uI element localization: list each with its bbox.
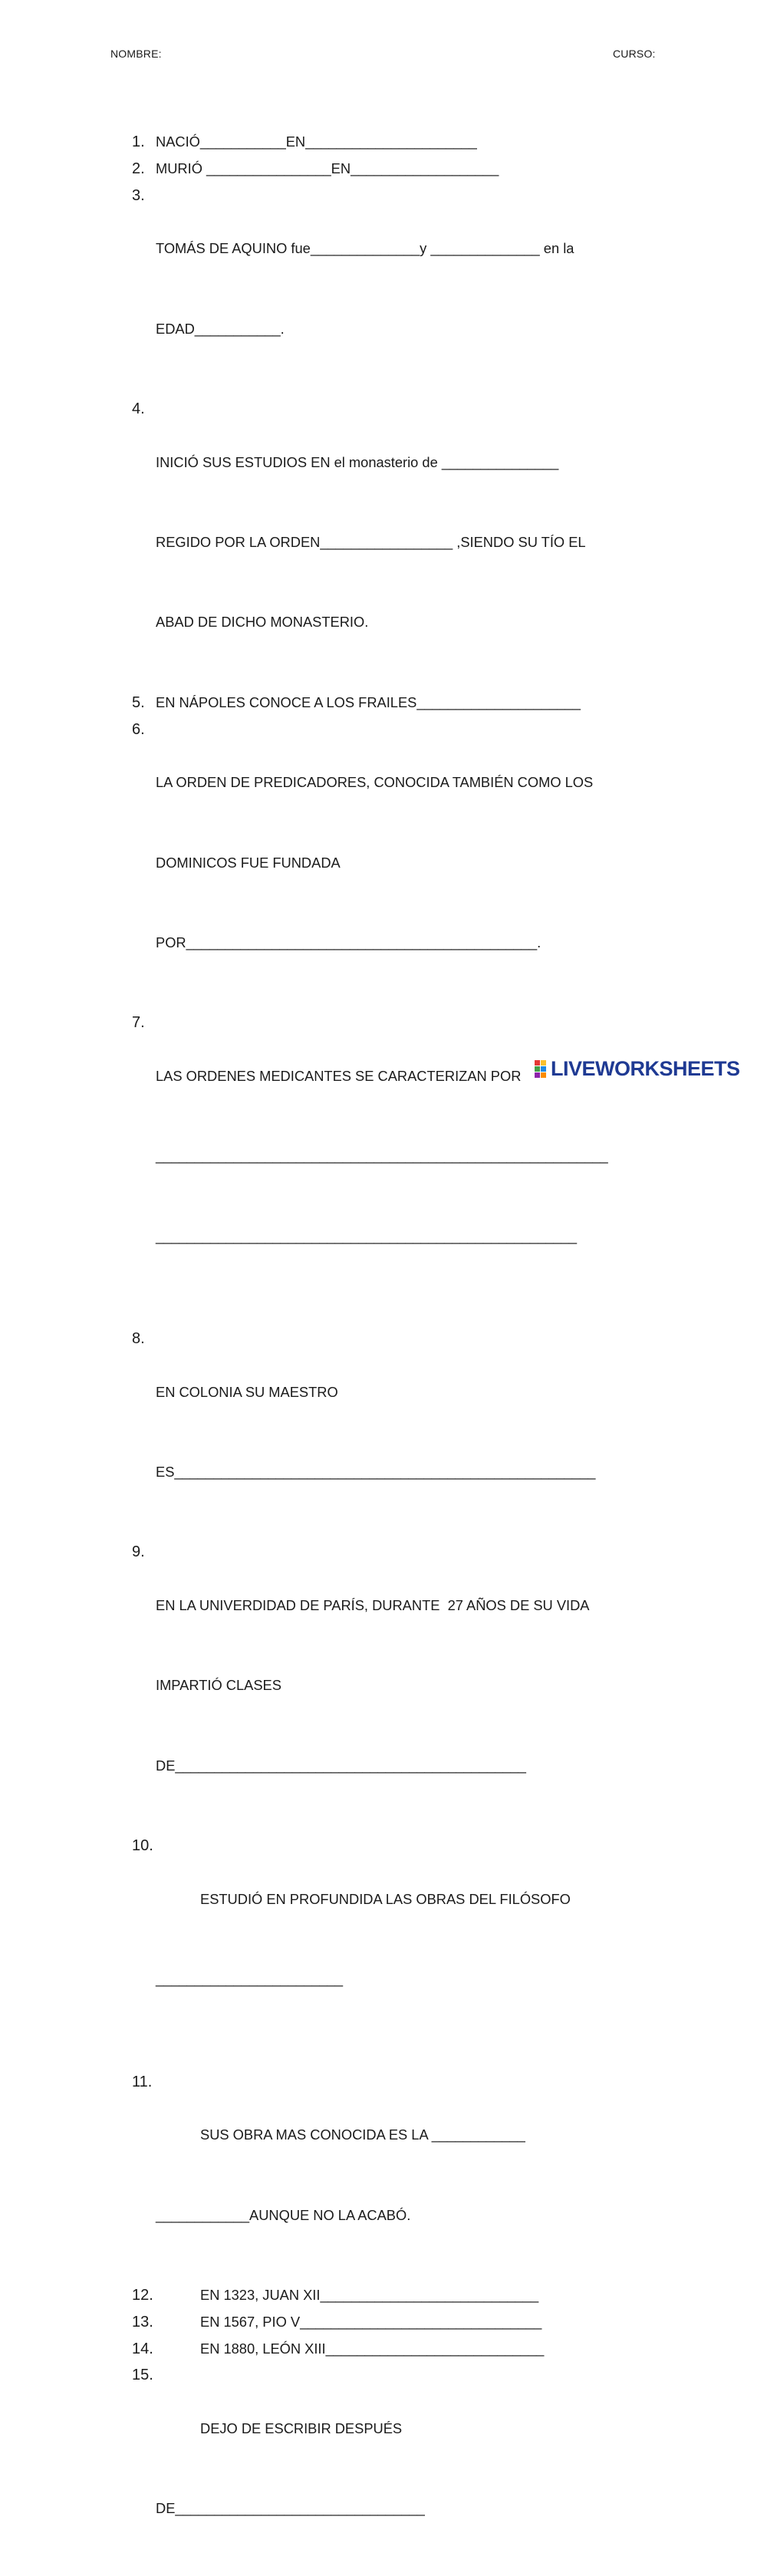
brand-block — [535, 1060, 540, 1066]
brand-block — [535, 1072, 540, 1078]
question-line[interactable]: POR_____________________________________________. — [156, 934, 542, 950]
question-number: 11. — [132, 2073, 153, 2090]
question-number: 14. — [132, 2340, 153, 2357]
question-line: EN COLONIA SU MAESTRO — [156, 1383, 338, 1400]
question-number: 7. — [132, 1014, 145, 1032]
question-number: 9. — [132, 1543, 145, 1561]
question-line[interactable]: NACIÓ___________EN______________________ — [156, 133, 477, 150]
question-4 — [132, 396, 661, 690]
question-line: DEJO DE ESCRIBIR DESPUÉS — [200, 2420, 403, 2436]
question-8 — [132, 1326, 661, 1539]
brand-block — [535, 1066, 540, 1072]
question-line[interactable]: ____________AUNQUE NO LA ACABÓ. — [156, 2206, 411, 2223]
question-10 — [132, 1833, 661, 2068]
answer-line[interactable]: ______________________________________________________ — [156, 1227, 578, 1244]
question-line[interactable]: EDAD___________. — [156, 320, 285, 337]
question-number: 1. — [132, 133, 145, 150]
question-number: 8. — [132, 1330, 145, 1348]
brand-name: LIVEWORKSHEETS — [551, 1057, 740, 1080]
brand-block — [541, 1072, 546, 1078]
question-9 — [132, 1539, 661, 1833]
brand-block — [541, 1060, 546, 1066]
course-label: CURSO: — [613, 48, 656, 60]
question-line[interactable]: EN 1323, JUAN XII____________________________ — [200, 2286, 539, 2303]
question-1 — [132, 129, 661, 156]
brand-mark-icon — [535, 1060, 546, 1078]
question-line[interactable]: MURIÓ ________________EN___________________ — [156, 160, 499, 176]
question-2 — [132, 156, 661, 183]
question-line: ABAD DE DICHO MONASTERIO. — [156, 614, 369, 631]
question-line[interactable]: DE________________________________ — [156, 2500, 425, 2517]
question-line[interactable]: TOMÁS DE AQUINO fue______________y ______________ en la — [156, 240, 574, 257]
question-13 — [132, 2309, 661, 2336]
question-number: 10. — [132, 1837, 153, 1855]
question-line[interactable]: REGIDO POR LA ORDEN_________________ ,SIENDO SU TÍO EL — [156, 533, 586, 550]
question-line: IMPARTIÓ CLASES — [156, 1677, 281, 1694]
question-11 — [132, 2069, 661, 2282]
question-line[interactable]: DE_____________________________________________ — [156, 1757, 526, 1774]
question-number: 5. — [132, 693, 145, 711]
question-line: LAS ORDENES MEDICANTES SE CARACTERIZAN POR — [156, 1067, 522, 1084]
question-line[interactable]: INICIÓ SUS ESTUDIOS EN el monasterio de _______________ — [156, 453, 559, 470]
answer-line[interactable]: __________________________________________________________ — [156, 1148, 608, 1164]
question-number: 3. — [132, 186, 145, 204]
question-number: 4. — [132, 400, 145, 417]
question-14 — [132, 2336, 661, 2363]
answer-line[interactable]: ________________________ — [156, 1971, 344, 1988]
question-number: 2. — [132, 160, 145, 177]
question-list — [132, 129, 661, 2576]
question-line[interactable]: SUS OBRA MAS CONOCIDA ES LA ____________ — [200, 2126, 525, 2143]
question-line: LA ORDEN DE PREDICADORES, CONOCIDA TAMBIÉN COMO LOS — [156, 774, 594, 791]
question-15 — [132, 2362, 661, 2575]
question-line: EN LA UNIVERDIDAD DE PARÍS, DURANTE 27 AÑOS DE SU VIDA — [156, 1597, 590, 1614]
question-line: ESTUDIÓ EN PROFUNDIDA LAS OBRAS DEL FILÓSOFO — [200, 1890, 571, 1907]
question-6 — [132, 716, 661, 1010]
question-line[interactable]: EN NÁPOLES CONOCE A LOS FRAILES_____________________ — [156, 693, 581, 710]
question-line[interactable]: EN 1567, PIO V_______________________________ — [200, 2313, 542, 2330]
question-line[interactable]: ES______________________________________________________ — [156, 1464, 596, 1481]
question-3 — [132, 183, 661, 396]
question-number: 12. — [132, 2286, 153, 2304]
question-number: 6. — [132, 720, 145, 738]
question-number: 15. — [132, 2367, 153, 2384]
question-5 — [132, 690, 661, 716]
question-line[interactable]: EN 1880, LEÓN XIII____________________________ — [200, 2340, 545, 2357]
question-number: 13. — [132, 2313, 153, 2331]
brand-logo — [535, 1057, 740, 1081]
name-label: NOMBRE: — [110, 48, 162, 60]
brand-block — [541, 1066, 546, 1072]
question-12 — [132, 2282, 661, 2309]
question-line: DOMINICOS FUE FUNDADA — [156, 854, 341, 871]
